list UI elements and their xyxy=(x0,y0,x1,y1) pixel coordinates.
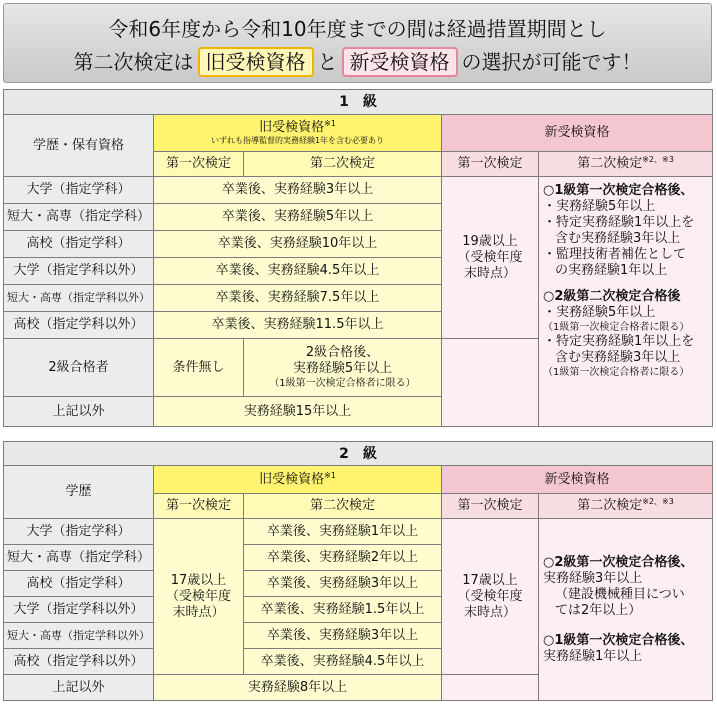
grade2-row-label: 大学（指定学科） xyxy=(4,519,154,545)
grade1-row-label: 短大・高専（指定学科） xyxy=(4,204,154,231)
grade1-old-second-exam: 第二次検定 xyxy=(244,152,442,177)
grade1-row-old: 卒業後、実務経験10年以上 xyxy=(154,231,442,258)
grade1-pass2-first: 条件無し xyxy=(154,339,244,397)
grade2-new-second-c: 実務経験1年以上 xyxy=(543,648,643,664)
grade2-old-first-line3: 末時点） xyxy=(172,604,225,620)
grade1-other-label: 上記以外 xyxy=(4,397,154,427)
grade2-new-first-exam: 第一次検定 xyxy=(442,494,539,519)
grade2-other-old: 実務経験8年以上 xyxy=(154,675,442,701)
grade2-new-second-a: 実務経験3年以上 xyxy=(543,570,643,586)
grade1-new-second-e2: 含む実務経験3年以上 xyxy=(555,350,681,365)
banner-line-1: 令和6年度から令和10年度までの間は経過措置期間とし xyxy=(108,17,607,41)
grade2-new-second-b2: ては2年以上） xyxy=(555,602,642,618)
grade1-new-second-d: ・実務経験5年以上 xyxy=(543,305,656,320)
grade2-old-first-exam: 第一次検定 xyxy=(154,494,244,519)
grade2-old-header-mark: ※1 xyxy=(324,470,336,480)
grade2-new-first-blank xyxy=(442,675,539,701)
grade1-row-label: 高校（指定学科） xyxy=(4,231,154,258)
grade2-new-second-exam xyxy=(539,494,713,519)
grade1-new-first-line2: （受検年度 xyxy=(457,249,523,265)
grade1-new-second-mark: ※2、※3 xyxy=(642,155,674,164)
banner-line-2-post: の選択が可能です！ xyxy=(461,50,642,74)
grade1-other-old: 実務経験15年以上 xyxy=(154,397,442,427)
grade1-new-second-h1: ○1級第一次検定合格後、 xyxy=(543,183,694,198)
banner-and: と xyxy=(317,50,338,74)
grade1-table xyxy=(3,89,713,427)
grade1-column-label: 学歴・保有資格 xyxy=(4,115,154,177)
grade1-row-old: 卒業後、実務経験3年以上 xyxy=(154,177,442,204)
grade1-new-second-e1: ・特定実務経験1年以上を xyxy=(543,334,695,349)
grade1-row-old: 卒業後、実務経験4.5年以上 xyxy=(154,258,442,285)
grade2-other-label: 上記以外 xyxy=(4,675,154,701)
grade2-title: 2 級 xyxy=(4,442,713,466)
grade1-old-header xyxy=(154,115,442,152)
grade1-row-label: 大学（指定学科以外） xyxy=(4,258,154,285)
grade2-row-old: 卒業後、実務経験1.5年以上 xyxy=(244,597,442,623)
grade2-old-first-line2: （受検年度 xyxy=(165,588,231,604)
grade2-old-first-cell xyxy=(154,519,244,675)
grade2-new-first-line3: 末時点） xyxy=(463,604,516,620)
grade2-row-label: 短大・高専（指定学科） xyxy=(4,545,154,571)
grade1-new-first-age: 19歳以上 xyxy=(462,233,518,249)
grade2-row-old: 卒業後、実務経験4.5年以上 xyxy=(244,649,442,675)
old-qualification-pill: 旧受検資格 xyxy=(198,47,314,77)
grade1-new-second-exam xyxy=(539,152,713,177)
notice-banner xyxy=(3,3,712,83)
grade1-new-second-b1: ・特定実務経験1年以上を xyxy=(543,215,695,230)
grade1-new-first-blank xyxy=(442,339,539,427)
grade1-row-old: 卒業後、実務経験7.5年以上 xyxy=(154,285,442,312)
grade1-old-first-exam: 第一次検定 xyxy=(154,152,244,177)
grade1-old-header-note: いずれも指導監督的実務経験1年を含む必要あり xyxy=(210,136,385,145)
grade2-old-first-age: 17歳以上 xyxy=(170,572,227,588)
banner-line-2 xyxy=(4,46,711,77)
grade2-row-old: 卒業後、実務経験2年以上 xyxy=(244,545,442,571)
grade1-row-old: 卒業後、実務経験11.5年以上 xyxy=(154,312,442,339)
grade2-old-second-exam: 第二次検定 xyxy=(244,494,442,519)
grade1-new-second-c2: の実務経験1年以上 xyxy=(555,263,668,278)
grade2-new-second-cell xyxy=(539,519,713,701)
grade1-row-label: 大学（指定学科） xyxy=(4,177,154,204)
grade1-pass2-second-3: （1級第一次検定合格者に限る） xyxy=(269,378,416,389)
grade2-row-old: 卒業後、実務経験3年以上 xyxy=(244,571,442,597)
grade2-old-header xyxy=(154,466,442,494)
grade1-title: 1 級 xyxy=(4,90,713,115)
grade1-new-second-b2: 含む実務経験3年以上 xyxy=(555,231,681,246)
grade2-row-label: 大学（指定学科以外） xyxy=(4,597,154,623)
grade1-new-second-a: ・実務経験5年以上 xyxy=(543,199,656,214)
grade1-pass2-second-1: 2級合格後、 xyxy=(305,345,380,360)
grade2-table xyxy=(3,441,713,701)
grade2-row-old: 卒業後、実務経験3年以上 xyxy=(244,623,442,649)
grade2-new-first-age: 17歳以上 xyxy=(462,572,518,588)
grade1-old-header-mark: ※1 xyxy=(324,119,336,128)
grade1-row-label: 短大・高専（指定学科以外） xyxy=(4,285,154,312)
new-qualification-pill: 新受検資格 xyxy=(342,47,458,77)
grade1-row-old: 卒業後、実務経験5年以上 xyxy=(154,204,442,231)
grade1-new-second-label: 第二次検定 xyxy=(577,156,643,171)
grade1-new-second-e-note: （1級第一次検定合格者に限る） xyxy=(543,367,690,378)
grade1-new-second-cell xyxy=(539,177,713,427)
grade2-row-label: 短大・高専（指定学科以外） xyxy=(4,623,154,649)
grade2-column-label: 学歴 xyxy=(4,466,154,519)
grade2-new-first-cell xyxy=(442,519,539,675)
grade2-new-second-h2: ○1級第一次検定合格後、 xyxy=(543,632,694,648)
grade1-new-header: 新受検資格 xyxy=(442,115,713,152)
grade1-new-second-h2: ○2級第二次検定合格後 xyxy=(543,289,681,304)
banner-line-2-pre: 第二次検定は xyxy=(73,50,194,74)
grade1-new-first-exam: 第一次検定 xyxy=(442,152,539,177)
grade2-new-header: 新受検資格 xyxy=(442,466,713,494)
grade1-new-first-line3: 末時点） xyxy=(463,265,516,281)
grade1-old-header-label: 旧受検資格 xyxy=(259,120,325,135)
grade2-row-label: 高校（指定学科） xyxy=(4,571,154,597)
grade2-new-second-mark: ※2、※3 xyxy=(642,497,674,506)
grade1-pass2-second xyxy=(244,339,442,397)
grade2-row-old: 卒業後、実務経験1年以上 xyxy=(244,519,442,545)
grade2-new-second-h1: ○2級第一次検定合格後、 xyxy=(543,554,694,570)
grade2-new-first-line2: （受検年度 xyxy=(457,588,523,604)
grade2-new-second-b1: （建設機械種目につい xyxy=(555,586,685,602)
grade1-new-second-d-note: （1級第一次検定合格者に限る） xyxy=(543,322,690,333)
grade1-new-second-c1: ・監理技術者補佐として xyxy=(543,247,687,262)
grade1-pass2-label: 2級合格者 xyxy=(4,339,154,397)
grade2-old-header-label: 旧受検資格 xyxy=(259,471,325,487)
grade2-row-label: 高校（指定学科以外） xyxy=(4,649,154,675)
grade1-row-label: 高校（指定学科以外） xyxy=(4,312,154,339)
grade1-new-first-cell xyxy=(442,177,539,339)
grade1-pass2-second-2: 実務経験5年以上 xyxy=(292,361,393,376)
grade2-new-second-label: 第二次検定 xyxy=(577,498,643,513)
